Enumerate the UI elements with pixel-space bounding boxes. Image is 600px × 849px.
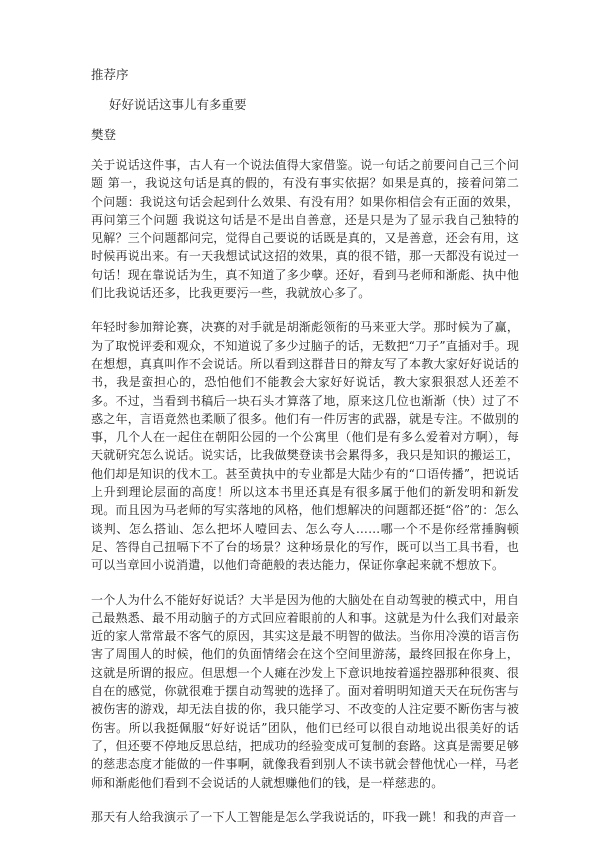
document-page [91, 66, 519, 826]
paragraph-4: 那天有人给我演示了一下人工智能是怎么学我说话的，吓我一跳！和我的声音一 [91, 809, 517, 824]
paragraph-3: 一个人为什么不能好好说话？大半是因为他的大脑处在自动驾驶的模式中，用自己最熟悉、最不用动脑子的方式回应着眼前的人和事。这就是为什么我们对最亲近的家人常常最不客气的原因，其实这是最不明智的做法。当你用冷漠的语言伤害了周围人的时候，他们的负面情绪会在这个空间里游荡，最终回报在你身上，这就是所谓的报应。但思想一个人瘫在沙发上下意识地按着遥控器那种很爽、很自在的感觉，你就很难于摆自动驾驶的选择了。面对着明明知道天天在玩伤害与被伤害的游戏，却无法自拔的你，我只能学习、不改变的人注定要不断伤害与被伤害。所以我挺佩服“好好说话”团队，他们已经可以很自动地说出很美好的话了，但还要不停地反思总结，把成功的经验变成可复制的套路。这真是需要足够的慈悲态度才能做的一件事啊，就像我看到别人不读书就会替他忧心一样，马老师和渐彪他们看到不会说话的人就想赚他们的钱，是一样慈悲的。 [91, 592, 519, 790]
preface-title: 好好说话这事儿有多重要 [109, 97, 247, 112]
author-name: 樊登 [91, 127, 117, 142]
section-label: 推荐序 [91, 67, 129, 82]
paragraph-2: 年轻时参加辩论赛，决赛的对手就是胡渐彪领衔的马来亚大学。那时候为了赢，为了取悦评委和观众，不知道说了多少过脑子的话，无数把“刀子”直插对手。现在想想，真真叫作不会说话。所以看到这群昔日的辩友写了本教大家好好说话的书，我是蛮担心的，恐怕他们不能教会大家好好说话，教大家狠狠怼人还差不多。不过，当看到书稿后一块石头才算落了地，原来这几位也渐渐（快）过了不惑之年，言语竟然也柔顺了很多。他们有一件厉害的武器，就是专注。不做别的事，几个人在一起住在朝阳公园的一个公寓里（他们是有多么爱着对方啊），每天就研究怎么说话。说实话，比我做樊登读书会累得多，我只是知识的搬运工，他们却是知识的伐木工。甚至黄执中的专业都是大陆少有的“口语传播”，把说话上升到理论层面的高度！所以这本书里还真是有很多属于他们的新发明和新发现。而且因为马老师的写实落地的风格，他们想解决的问题都还挺“俗”的：怎么谈判、怎么搭讪、怎么把坏人噎回去、怎么夸人……哪一个不是你经常捶胸顿足、答得自己扭嗝下不了台的场景？这种场景化的写作，既可以当工具书看，也可以当章回小说消遣，以他们奇葩般的表达能力，保证你拿起来就不想放下。 [91, 320, 519, 573]
paragraph-1: 关于说话这件事，古人有一个说法值得大家借鉴。说一句话之前要问自己三个问题 第一，我说这句话是真的假的，有没有事实依据？如果是真的，接着问第二个问题：我说这句话会起到什么效果、有没有用？如果你相信会有正面的效果，再问第三个问题 我说这句话是不是出自善意，还是只是为了显示我自己独特的见解？三个问题都问完，觉得自己要说的话既是真的，又是善意，还会有用，这时候再说出来。有一天我想试试这招的效果，真的很不错，那一天都没有说过一句话！现在靠说话为生，真不知道了多少孽。还好，看到马老师和渐彪、执中他们比我说话还多，比我更要污一些，我就放心多了。 [91, 158, 519, 301]
